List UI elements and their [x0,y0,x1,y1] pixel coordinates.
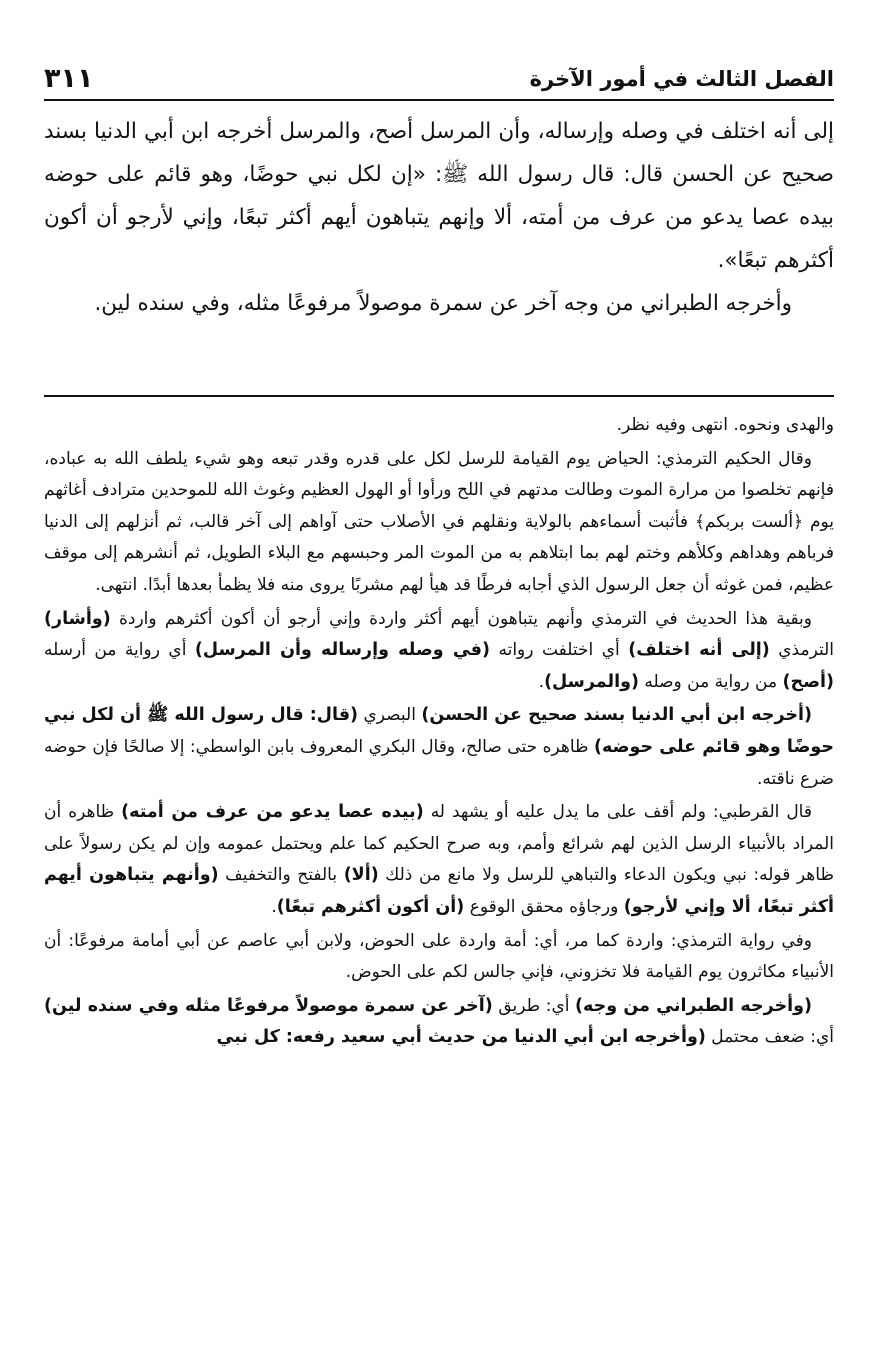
commentary-text: ظاهره أن المراد بالأنبياء الرسل الذين لهم شرائع وأمم، وبه صرح الحكيم كما علم ويحتمل عمومه وإن لم يكن رسولاً على ظاهر قوله: نبي ويكون الدعاء والتباهي للرسل ولا مانع من ذلك [44,802,834,886]
quoted-text: (والمرسل) [544,671,639,692]
commentary-paragraph [44,991,834,1054]
commentary-paragraph: وفي رواية الترمذي: واردة كما مر، أي: أمة واردة على الحوض، ولابن أبي عاصم عن أبي أمامة مرفوعًا: أن الأنبياء مكاثرون يوم القيامة فلا تخزوني، فإني جالس لكم على الحوض. [44,930,834,983]
quoted-text: (أخرجه ابن أبي الدنيا بسند صحيح عن الحسن) [421,705,812,726]
commentary-text: قال القرطبي: ولم أقف على ما يدل عليه أو يشهد له [423,802,812,823]
main-text [44,110,834,325]
main-paragraph: وأخرجه الطبراني من وجه آخر عن سمرة موصولاً مرفوعًا مثله، وفي سنده لين. [94,291,792,316]
quoted-text: (قال: قال رسول الله ﷺ أن لكل نبي حوضًا وهو قائم على حوضه) [44,705,834,757]
commentary-text: أي اختلفت رواته [490,640,629,661]
quoted-text: (وأنهم يتباهون أيهم أكثر تبعًا، ألا وإني لأرجو) [44,865,834,917]
quoted-text: (وأشار) [44,608,111,629]
page-number: ٣١١ [44,63,94,94]
commentary-text: ظاهره حتى صالح، وقال البكري المعروف بابن الواسطي: إلا صالحًا فإن حوضه ضرع ناقته. [44,736,834,789]
commentary-text: بالفتح والتخفيف [218,865,344,886]
commentary-text: أي: طريق [492,995,576,1016]
commentary-paragraph: وقال الحكيم الترمذي: الحياض يوم القيامة للرسل لكل على قدره وقدر تبعه وهو شيء يلطف الله به عباده، فإنهم تخلصوا من مرارة الموت وطالت مدتهم في اللح ورأوا أو الهول العظيم وغوث الله للموحدين مترادف أغاثهم يوم ﴿ألست بربكم﴾ فأثبت أسماءهم بالولاية ونقلهم في الأصلاب حتى آواهم إلى آخر قالب، ثم أنزلهم إلى الدنيا فرباهم وهداهم وكلأهم وختم لهم بما ابتلاهم به من الموت المر وحبسهم مع البلاء الطويل، ثم أنشرهم إلى موقف عظيم، فمن غوثه أن جعل الرسول الذي أجابه فرطًا قد هيأ لهم مشربًا يروى منه فلا يظمأ بعدها أبدًا. انتهى. [44,448,834,595]
commentary-text: . [538,671,545,692]
page-header [44,58,834,94]
quoted-text: (في وصله وإرساله وأن المرسل) [194,640,491,661]
commentary-text: البصري [358,705,422,726]
commentary-text: أي: ضعف محتمل [705,1027,834,1048]
quoted-text: (أن أكون أكثرهم تبعًا) [276,896,465,917]
quoted-text: (ألا) [343,865,379,886]
commentary-paragraph [44,797,834,923]
commentary [44,410,834,1056]
commentary-text: وبقية هذا الحديث في الترمذي وأنهم يتباهون أيهم أكثر واردة وإني أرجو أن أكون أكثرهم واردة [110,608,812,629]
commentary-text: الترمذي [769,640,834,661]
header-rule [44,99,834,101]
commentary-paragraph [44,604,834,699]
main-paragraph: إلى أنه اختلف في وصله وإرساله، وأن المرسل أصح، والمرسل أخرجه ابن أبي الدنيا بسند صحيح عن الحسن قال: قال رسول الله ﷺ: «إن لكل نبي حوضًا، وهو قائم على حوضه بيده عصا يدعو من عرف من أمته، ألا وإنهم يتباهون أيهم أكثر تبعًا، وإني لأرجو أن أكون أكثرهم تبعًا». [44,119,834,273]
quoted-text: (وأخرجه ابن أبي الدنيا من حديث أبي سعيد رفعه: كل نبي [216,1027,706,1048]
commentary-text: أي رواية من أرسله [44,640,195,661]
quoted-text: (آخر عن سمرة موصولاً مرفوعًا مثله وفي سنده لين) [44,995,493,1016]
commentary-text: ورجاؤه محقق الوقوع [464,896,624,917]
quoted-text: (أصح) [782,671,834,692]
commentary-text: من رواية من وصله [638,671,783,692]
commentary-paragraph [44,700,834,795]
book-page [44,0,834,1363]
running-title: الفصل الثالث في أمور الآخرة [529,67,834,91]
quoted-text: (وأخرجه الطبراني من وجه) [575,995,812,1016]
quoted-text: (بيده عصا يدعو من عرف من أمته) [121,802,424,823]
commentary-text: . [271,896,277,917]
quoted-text: (إلى أنه اختلف) [628,640,770,661]
commentary-rule [44,395,834,397]
commentary-paragraph: والهدى ونحوه. انتهى وفيه نظر. [616,415,834,435]
